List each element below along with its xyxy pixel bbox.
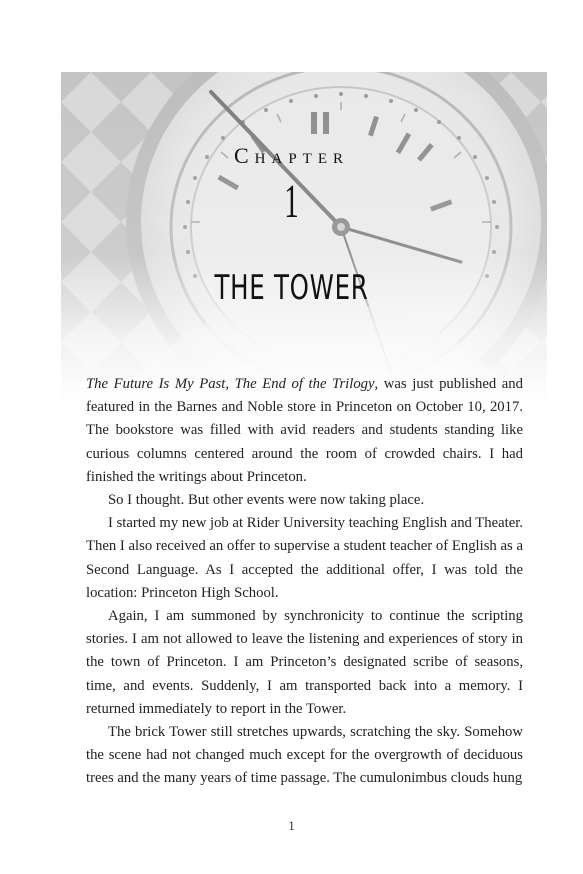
paragraph bbox=[86, 373, 523, 489]
clock-face-icon bbox=[61, 72, 547, 402]
paragraph: The brick Tower still stretches upwards, scratching the sky. Somehow the scene had not changed much except for the overgrowth of deciduous trees and the many years of time passage. The cumulonimbus clouds hung bbox=[86, 724, 523, 787]
chapter-body bbox=[86, 373, 523, 791]
paragraph-text: , was just published and featured in the Barnes and Noble store in Princeton on October 10, 2017. The bookstore was filled with avid readers and students standing like curious columns centered around the room of crowded chairs. I had finished the writings about Princeton. bbox=[86, 376, 523, 485]
paragraph: I started my new job at Rider University teaching English and Theater. Then I also received an offer to supervise a student teacher of English as a Second Language. As I accepted the additional offer, I was told the location: Princeton High School. bbox=[86, 515, 523, 601]
chapter-title: THE TOWER bbox=[214, 268, 369, 308]
chapter-number: 1 bbox=[284, 175, 299, 228]
chapter-label: Chapter bbox=[233, 143, 349, 168]
chapter-header-illustration bbox=[61, 72, 547, 402]
paragraph: Again, I am summoned by synchronicity to continue the scripting stories. I am not allowed to leave the listening and experiences of story in the town of Princeton. I am Princeton’s designated scribe of seasons, time, and events. Suddenly, I am transported back into a memory. I returned immediately to report in the Tower. bbox=[86, 608, 523, 717]
paragraph: So I thought. But other events were now taking place. bbox=[108, 492, 425, 509]
page-number: 1 bbox=[288, 818, 295, 833]
book-title-reference: The Future Is My Past, The End of the Trilogy bbox=[86, 376, 375, 392]
